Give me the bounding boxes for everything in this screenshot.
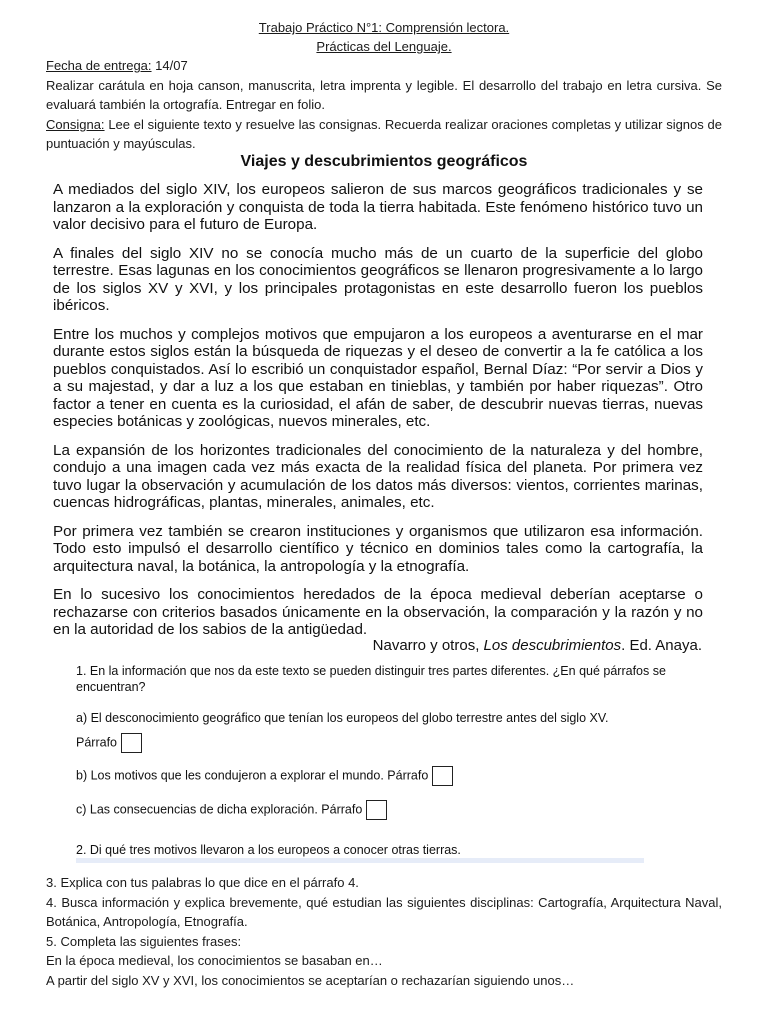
reading-paragraph-1: A mediados del siglo XIV, los europeos salieron de sus marcos geográficos tradicionales y se lanzaron a la exploración y conquista de toda la tierra habitada. Este fenómeno histórico tuvo un valor decisivo para el futuro de Europa. [53,181,703,233]
answer-box-1c[interactable] [366,800,387,820]
question-1c [76,800,387,820]
reading-paragraph-3: Entre los muchos y complejos motivos que empujaron a los europeos a aventurarse en el mar durante estos siglos están la búsqueda de riquezas y el deseo de convertir a la fe católica a los pueblos conquistados. Así lo escribió un conquistador español, Bernal Díaz: “Por servir a Dios y a su majestad, y dar a luz a los que estaban en tinieblas, y también por haber riquezas”. Otro factor a tener en cuenta es la curiosidad, el afán de saber, de descubrir nuevas tierras, nuevas especies botánicas y zoológicas, nuevos minerales, etc. [53,325,703,430]
question-1b-text: b) Los motivos que les condujeron a explorar el mundo. Párrafo [76,768,429,783]
reading-citation [373,637,702,654]
consigna-line [46,115,722,154]
reading-title: Viajes y descubrimientos geográficos [240,153,528,170]
scan-edge-line [76,858,644,863]
question-2: 2. Di qué tres motivos llevaron a los europeos a conocer otras tierras. [76,843,461,857]
question-4: 4. Busca información y explica brevemente, qué estudian las siguientes disciplinas: Cartografía, Arquitectura Naval, Botánica, Antropología, Etnografía. [46,894,722,929]
consigna-text: Lee el siguiente texto y resuelve las consignas. Recuerda realizar oraciones completas y utilizar signos de puntuación y mayúsculas. [46,116,722,151]
instructions-block [46,56,722,154]
reading-paragraph-4: La expansión de los horizontes tradicionales del conocimiento de la naturaleza y del hombre, condujo a una imagen cada vez más exacta de la realidad física del planeta. Por primera vez tuvo lugar la observación y acumulación de los datos más diversos: vientos, corrientes marinas, cuencas hidrográficas, plantas, minerales, animales, etc. [53,441,703,511]
question-1c-text: c) Las consecuencias de dicha exploración. Párrafo [76,802,363,817]
reading-paragraph-6: En lo sucesivo los conocimientos heredados de la época medieval deberían aceptarse o rechazarse con criterios basados únicamente en la observación, la comparación y la razón y no en la autoridad de los sabios de la antigüedad. [53,586,703,638]
question-3: 3. Explica con tus palabras lo que dice en el párrafo 4. [46,875,359,890]
question-1a-parrafo-label: Párrafo [76,735,117,750]
document-title: Trabajo Práctico N°1: Comprensión lectora. [258,20,510,35]
document-subtitle: Prácticas del Lenguaje. [316,39,452,54]
question-1a: a) El desconocimiento geográfico que tenían los europeos del globo terrestre antes del siglo XV. [76,711,609,725]
citation-authors: Navarro y otros, [372,637,484,654]
citation-publisher: . Ed. Anaya. [621,637,702,654]
delivery-date-line [46,56,722,76]
question-1: 1. En la información que nos da este texto se pueden distinguir tres partes diferentes. ¿En qué párrafos se encuentran? [76,664,666,694]
question-1b [76,766,453,786]
typed-questions [46,873,722,990]
question-5a: En la época medieval, los conocimientos se basaban en… [46,953,383,968]
question-5: 5. Completa las siguientes frases: [46,933,242,949]
citation-book: Los descubrimientos [483,637,622,654]
reading-paragraph-5: Por primera vez también se crearon instituciones y organismos que utilizaron esa información. Todo esto impulsó el desarrollo científico y técnico en dominios tales como la cartografía, la arquitectura naval, la botánica, la antropología y la etnografía. [53,522,703,575]
answer-box-1b[interactable] [432,766,453,786]
reading-text [53,181,703,639]
instructions-text: Realizar carátula en hoja canson, manuscrita, letra imprenta y legible. El desarrollo del trabajo en letra cursiva. Se evaluará también la ortografía. Entregar en folio. [46,77,722,112]
reading-paragraph-2: A finales del siglo XIV no se conocía mucho más de un cuarto de la superficie del globo terrestre. Esas lagunas en los conocimientos geográficos se llenaron progresivamente a lo largo de los siglos XV y XVI, y los principales protagonistas en este desarrollo fueron los pueblos ibéricos. [53,244,703,314]
consigna-label: Consigna: [46,116,105,132]
question-1a-parrafo [76,733,142,753]
delivery-date-label: Fecha de entrega: [46,58,152,73]
question-5b: A partir del siglo XV y XVI, los conocimientos se aceptarían o rechazarían siguiendo unos… [46,972,575,988]
answer-box-1a[interactable] [121,733,142,753]
delivery-date-value: 14/07 [151,58,188,73]
